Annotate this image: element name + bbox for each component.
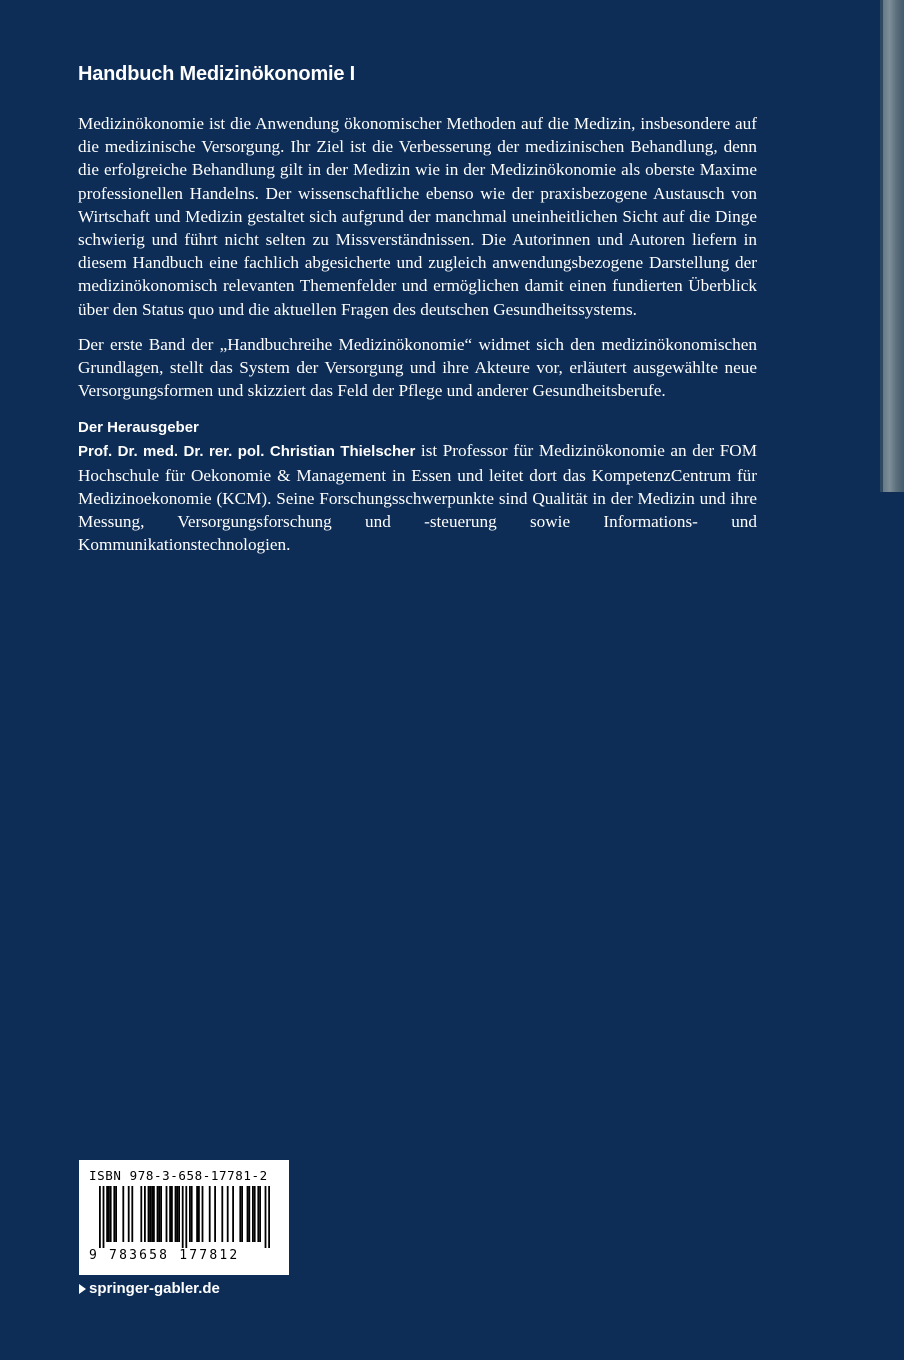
cover-text [78, 60, 757, 556]
barcode-bar [198, 1186, 200, 1242]
publisher-link[interactable] [79, 1279, 220, 1299]
editor-bio [78, 439, 757, 556]
barcode-bar [110, 1186, 112, 1242]
barcode-bar [254, 1186, 256, 1242]
barcode-bar [178, 1186, 180, 1242]
barcode-bar [115, 1186, 117, 1242]
barcode-bar [131, 1186, 133, 1242]
barcode-bar [113, 1186, 115, 1242]
editor-bio-text: ist Professor für Medizinökonomie an der FOM Hochschule für Oekonomie & Management in Essen und leitet dort das KompetenzCentrum für Medizinoekonomie (KCM). Seine Forschungsschwerpunkte sind Qualität in der Medizin und ihre Messung, Versorgungsforschung und -steuerung sowie Informations- und Kommunikationstechnologien. [78, 441, 757, 555]
barcode-bar [221, 1186, 223, 1242]
barcode-bar [99, 1186, 101, 1248]
barcode-bar [103, 1186, 105, 1248]
barcode-bar [191, 1186, 193, 1242]
barcode-bar [185, 1186, 187, 1248]
book-title: Handbuch Medizinökonomie I [78, 63, 356, 85]
barcode-bar [268, 1186, 270, 1248]
ean-digits: 9 783658 177812 [89, 1248, 240, 1263]
barcode-bar [248, 1186, 250, 1242]
barcode-bar [227, 1186, 229, 1242]
barcode-bar [247, 1186, 249, 1242]
barcode-bar [241, 1186, 243, 1242]
barcode-bar [108, 1186, 110, 1242]
barcode-bar [151, 1186, 153, 1242]
barcode [89, 1186, 279, 1248]
barcode-bar [106, 1186, 108, 1242]
barcode-bar [157, 1186, 159, 1242]
barcode-bar [182, 1186, 184, 1248]
barcode-bar [128, 1186, 130, 1242]
barcode-bar [158, 1186, 160, 1242]
barcode-bar [171, 1186, 173, 1242]
barcode-bar [153, 1186, 155, 1242]
barcode-bar [239, 1186, 241, 1242]
barcode-bar [252, 1186, 254, 1242]
barcode-bar [202, 1186, 204, 1242]
blurb-paragraph-2: Der erste Band der „Handbuchreihe Medizinökonomie“ widmet sich den medizinökonomischen Grundlagen, stellt das System der Versorgung und ihre Akteure vor, erläutert ausgewählte neue Versorgungsformen und skizziert das Feld der Pflege und anderer Gesundheitsberufe. [78, 334, 757, 401]
barcode-bar [214, 1186, 216, 1242]
isbn-text: ISBN 978-3-658-17781-2 [89, 1168, 268, 1183]
barcode-bar [265, 1186, 267, 1248]
publisher-url: springer-gabler.de [89, 1280, 220, 1297]
barcode-bar [189, 1186, 191, 1242]
barcode-bar [232, 1186, 234, 1242]
editor-heading: Der Herausgeber [78, 419, 199, 437]
barcode-bar [140, 1186, 142, 1242]
barcode-bar [169, 1186, 171, 1242]
triangle-right-icon [79, 1284, 86, 1294]
barcode-bar [166, 1186, 168, 1242]
barcode-bar [160, 1186, 162, 1242]
barcode-bar [176, 1186, 178, 1242]
barcode-box [79, 1160, 289, 1275]
barcode-bar [122, 1186, 124, 1242]
editor-name: Prof. Dr. med. Dr. rer. pol. Christian Thielscher [78, 443, 416, 461]
barcode-bar [175, 1186, 177, 1242]
barcode-bar [257, 1186, 259, 1242]
barcode-bar [148, 1186, 150, 1242]
barcode-bar [259, 1186, 261, 1242]
barcode-bar [196, 1186, 198, 1242]
barcode-bar [209, 1186, 211, 1242]
barcode-bar [144, 1186, 146, 1242]
cover-image-edge [880, 0, 904, 492]
barcode-bar [149, 1186, 151, 1242]
blurb-paragraph-1: Medizinökonomie ist die Anwendung ökonomischer Methoden auf die Medizin, insbesondere auf die medizinische Versorgung. Ihr Ziel ist die Verbesserung der medizinischen Behandlung, denn die erfolgreiche Behandlung gilt in der Medizin wie in der Medizinökonomie als oberste Maxime professionellen Handelns. Der wissenschaftliche ebenso wie der praxisbezogene Austausch von Wirtschaft und Medizin gestaltet sich aufgrund der manchmal uneinheitlichen Sicht auf die Dinge schwierig und führt nicht selten zu Missverständnissen. Die Autorinnen und Autoren liefern in diesem Handbuch eine fachlich abgesicherte und zugleich anwendungsbezogene Darstellung der medizinökonomisch relevanten Themenfelder und ermöglichen damit einen fundierten Überblick über den Status quo und die aktuellen Fragen des deutschen Gesundheitssystems. [78, 114, 757, 319]
